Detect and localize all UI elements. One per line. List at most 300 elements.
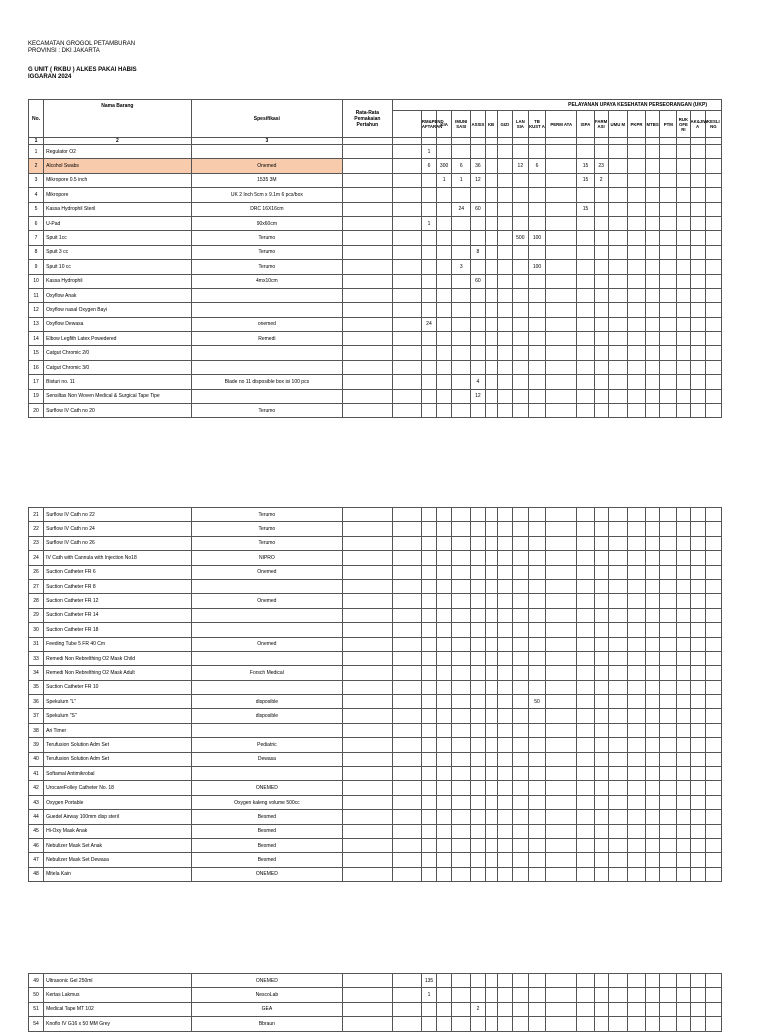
header-col-umu-m: UMU M [608, 111, 627, 138]
value-blank [646, 522, 660, 536]
value-blank [512, 389, 528, 403]
value-blank [660, 536, 677, 550]
value-blank [421, 738, 436, 752]
value-blank [421, 522, 436, 536]
value-blank [594, 579, 608, 593]
value-blank [437, 623, 452, 637]
item-name: Spekulum "S" [44, 709, 191, 723]
item-spec: Terumo [191, 536, 343, 550]
value-blank [471, 317, 485, 331]
value-blank [660, 795, 677, 809]
header-index-blank [421, 138, 436, 145]
item-rata-rata [343, 188, 392, 202]
value-blank [677, 810, 690, 824]
value-blank [497, 159, 512, 173]
value-blank [690, 551, 705, 565]
value-blank [437, 260, 452, 274]
item-spec [191, 767, 343, 781]
item-spec: NIPRO [191, 551, 343, 565]
value-blank [690, 623, 705, 637]
header-col-ispa: ISPA [577, 111, 594, 138]
value-blank [512, 608, 528, 622]
value-blank [528, 508, 545, 522]
value-blank [512, 173, 528, 187]
value-blank [392, 508, 421, 522]
value-blank [485, 303, 497, 317]
value-blank [677, 173, 690, 187]
value-blank [437, 317, 452, 331]
value-blank [392, 522, 421, 536]
value-blank [437, 1002, 452, 1016]
table-row [29, 680, 722, 694]
value-blank [677, 623, 690, 637]
table-page-2 [28, 507, 722, 882]
value-blank [577, 508, 594, 522]
value-blank [485, 404, 497, 418]
value-blank [646, 260, 660, 274]
table-row [29, 824, 722, 838]
value-blank [608, 838, 627, 852]
value-blank [627, 974, 645, 988]
value-blank [646, 810, 660, 824]
value-blank [392, 216, 421, 230]
value-blank [646, 752, 660, 766]
value-blank [471, 536, 485, 550]
value-blank [512, 536, 528, 550]
item-name: Bisturi no. 11 [44, 375, 191, 389]
value-blank [577, 145, 594, 159]
table-row [29, 594, 722, 608]
value-blank [646, 1017, 660, 1031]
value-blank [690, 274, 705, 288]
value-blank [437, 375, 452, 389]
row-number: 50 [29, 988, 44, 1002]
header-col-rm-pend-aftaran: RM&PEND AFTARAN [421, 111, 436, 138]
item-rata-rata [343, 389, 392, 403]
value-blank [660, 988, 677, 1002]
item-rata-rata [343, 274, 392, 288]
value-blank [627, 260, 645, 274]
value-blank [594, 1002, 608, 1016]
value-blank [627, 824, 645, 838]
value-blank [512, 274, 528, 288]
value-blank [471, 723, 485, 737]
value-blank [608, 145, 627, 159]
row-number: 39 [29, 738, 44, 752]
item-name: Suction Catheter FR 12 [44, 594, 191, 608]
header-index-3: 3 [191, 138, 343, 145]
value-blank [677, 1002, 690, 1016]
value-blank [512, 375, 528, 389]
item-rata-rata [343, 288, 392, 302]
item-spec [191, 579, 343, 593]
value-blank [608, 536, 627, 550]
value-blank [577, 680, 594, 694]
row-number: 24 [29, 551, 44, 565]
item-rata-rata [343, 767, 393, 781]
value-blank [452, 723, 471, 737]
header-index-blank [497, 138, 512, 145]
value-blank [452, 579, 471, 593]
value-blank [608, 375, 627, 389]
item-name: Remedi Non Rebrelthing O2 Mask Adult [44, 666, 191, 680]
item-spec: Onemed [191, 159, 343, 173]
value-col-1: 1 [421, 216, 436, 230]
value-blank [421, 651, 436, 665]
value-blank [437, 389, 452, 403]
value-blank [512, 838, 528, 852]
item-name: Softamal Antimikrobal [44, 767, 191, 781]
value-blank [528, 623, 545, 637]
value-blank [608, 651, 627, 665]
value-blank [627, 1017, 645, 1031]
value-blank [421, 303, 436, 317]
value-blank [485, 188, 497, 202]
value-blank [705, 666, 721, 680]
value-blank [512, 551, 528, 565]
value-blank [577, 522, 594, 536]
value-blank [421, 867, 436, 881]
value-blank [528, 245, 545, 259]
value-blank [627, 522, 645, 536]
value-blank [705, 867, 721, 881]
item-name: Terufusion Solution Adm Set [44, 752, 191, 766]
value-blank [497, 231, 512, 245]
value-blank [546, 360, 577, 374]
value-blank [485, 216, 497, 230]
table-row [29, 173, 722, 187]
item-spec: 1535 3M [191, 173, 343, 187]
item-rata-rata [343, 695, 393, 709]
value-blank [452, 608, 471, 622]
value-blank [512, 723, 528, 737]
value-blank [497, 738, 512, 752]
value-blank [660, 752, 677, 766]
value-blank [437, 781, 452, 795]
value-blank [627, 579, 645, 593]
value-blank [646, 651, 660, 665]
value-col-3: 24 [452, 202, 471, 216]
item-name: Oxygen Portable [44, 795, 191, 809]
value-col-3: 1 [452, 173, 471, 187]
value-blank [646, 173, 660, 187]
value-blank [705, 651, 721, 665]
value-blank [594, 188, 608, 202]
value-blank [528, 173, 545, 187]
value-blank [437, 695, 452, 709]
value-blank [705, 274, 721, 288]
value-blank [485, 274, 497, 288]
item-name: U-Pad [44, 216, 191, 230]
value-blank [437, 666, 452, 680]
row-number: 7 [29, 231, 44, 245]
value-blank [421, 1017, 436, 1031]
value-blank [646, 274, 660, 288]
value-blank [512, 767, 528, 781]
value-col-3: 3 [452, 260, 471, 274]
value-blank [705, 1017, 721, 1031]
value-blank [452, 594, 471, 608]
value-blank [528, 637, 545, 651]
table-row [29, 159, 722, 173]
value-blank [660, 260, 677, 274]
value-blank [646, 375, 660, 389]
item-name: Suction Catheter FR 6 [44, 565, 191, 579]
value-blank [452, 709, 471, 723]
value-blank [608, 623, 627, 637]
value-blank [627, 723, 645, 737]
item-rata-rata [343, 623, 393, 637]
value-blank [594, 346, 608, 360]
value-blank [660, 723, 677, 737]
value-blank [677, 522, 690, 536]
table-row [29, 260, 722, 274]
value-blank [608, 173, 627, 187]
value-blank [660, 216, 677, 230]
value-blank [677, 838, 690, 852]
table-row [29, 288, 722, 302]
value-blank [497, 565, 512, 579]
value-blank [660, 346, 677, 360]
value-blank [705, 838, 721, 852]
row-number: 5 [29, 202, 44, 216]
value-blank [577, 810, 594, 824]
value-blank [677, 404, 690, 418]
item-spec: Terumo [191, 508, 343, 522]
item-rata-rata [343, 332, 392, 346]
value-blank [646, 346, 660, 360]
value-blank [690, 288, 705, 302]
value-blank [677, 579, 690, 593]
value-blank [471, 145, 485, 159]
value-blank [646, 303, 660, 317]
value-blank [608, 522, 627, 536]
value-blank [660, 145, 677, 159]
value-blank [627, 303, 645, 317]
value-blank [392, 651, 421, 665]
value-blank [452, 522, 471, 536]
value-blank [660, 159, 677, 173]
value-blank [452, 145, 471, 159]
value-col-7: 500 [512, 231, 528, 245]
item-name: Regulator O2 [44, 145, 191, 159]
value-blank [546, 594, 577, 608]
value-blank [608, 346, 627, 360]
value-blank [528, 579, 545, 593]
value-blank [485, 723, 497, 737]
item-spec: Remedi [191, 332, 343, 346]
value-blank [528, 1017, 545, 1031]
value-blank [528, 810, 545, 824]
header-col-ak-jiw-a: AK&JIW A [690, 111, 705, 138]
item-spec: Dewasa [191, 752, 343, 766]
value-blank [421, 551, 436, 565]
value-blank [646, 709, 660, 723]
value-blank [594, 608, 608, 622]
value-blank [646, 317, 660, 331]
value-blank [646, 795, 660, 809]
value-blank [705, 508, 721, 522]
row-number: 8 [29, 245, 44, 259]
row-number: 17 [29, 375, 44, 389]
item-name: Ultrasonic Gel 250ml [44, 974, 191, 988]
value-blank [690, 260, 705, 274]
item-name: Mikropore [44, 188, 191, 202]
value-blank [646, 594, 660, 608]
table-row [29, 389, 722, 403]
value-blank [608, 695, 627, 709]
value-blank [512, 303, 528, 317]
value-blank [421, 288, 436, 302]
value-blank [546, 867, 577, 881]
value-blank [485, 709, 497, 723]
value-blank [437, 508, 452, 522]
value-blank [471, 332, 485, 346]
table-row [29, 867, 722, 881]
value-blank [577, 551, 594, 565]
value-blank [660, 608, 677, 622]
value-blank [577, 752, 594, 766]
header-col-mtbs: MTBS [646, 111, 660, 138]
item-spec: onemed [191, 317, 343, 331]
value-blank [485, 346, 497, 360]
value-blank [452, 216, 471, 230]
value-blank [546, 303, 577, 317]
table-row [29, 709, 722, 723]
row-number: 51 [29, 1002, 44, 1016]
value-blank [608, 594, 627, 608]
row-number: 28 [29, 594, 44, 608]
value-blank [392, 853, 421, 867]
value-blank [512, 332, 528, 346]
value-blank [497, 375, 512, 389]
value-blank [660, 375, 677, 389]
item-name: Spuit 3 cc [44, 245, 191, 259]
value-blank [546, 810, 577, 824]
item-rata-rata [343, 508, 393, 522]
value-blank [577, 781, 594, 795]
value-blank [485, 579, 497, 593]
value-blank [577, 867, 594, 881]
value-blank [421, 565, 436, 579]
item-rata-rata [343, 838, 393, 852]
value-blank [512, 317, 528, 331]
value-blank [705, 810, 721, 824]
value-blank [497, 202, 512, 216]
value-blank [546, 245, 577, 259]
value-blank [627, 536, 645, 550]
table-row [29, 767, 722, 781]
row-number: 37 [29, 709, 44, 723]
value-blank [471, 565, 485, 579]
table-row [29, 781, 722, 795]
value-blank [594, 332, 608, 346]
value-blank [421, 579, 436, 593]
value-blank [690, 317, 705, 331]
value-blank [705, 738, 721, 752]
value-blank [608, 231, 627, 245]
row-number: 11 [29, 288, 44, 302]
value-blank [608, 666, 627, 680]
table-row [29, 375, 722, 389]
item-rata-rata [343, 202, 392, 216]
value-blank [705, 404, 721, 418]
value-blank [577, 974, 594, 988]
value-blank [660, 867, 677, 881]
value-blank [528, 738, 545, 752]
value-blank [577, 317, 594, 331]
value-blank [705, 551, 721, 565]
value-blank [528, 867, 545, 881]
value-blank [421, 752, 436, 766]
value-blank [452, 824, 471, 838]
value-blank [594, 723, 608, 737]
value-blank [594, 810, 608, 824]
value-blank [485, 781, 497, 795]
value-blank [471, 824, 485, 838]
table-row [29, 637, 722, 651]
value-blank [608, 360, 627, 374]
value-blank [546, 695, 577, 709]
row-number: 10 [29, 274, 44, 288]
value-blank [690, 245, 705, 259]
value-blank [677, 781, 690, 795]
value-blank [705, 623, 721, 637]
value-blank [594, 824, 608, 838]
item-spec: ONEMED [191, 867, 343, 881]
value-blank [646, 637, 660, 651]
item-spec: Besmed [191, 824, 343, 838]
item-name: Spuit 1cc [44, 231, 191, 245]
value-blank [546, 216, 577, 230]
value-blank [690, 303, 705, 317]
header-index-blank [627, 138, 645, 145]
value-blank [437, 810, 452, 824]
value-blank [546, 738, 577, 752]
value-blank [690, 767, 705, 781]
value-blank [512, 145, 528, 159]
value-blank [485, 637, 497, 651]
value-blank [627, 159, 645, 173]
item-name: Surflow IV Cath no 22 [44, 508, 191, 522]
value-blank [392, 274, 421, 288]
table-row [29, 579, 722, 593]
value-col-11: 23 [594, 159, 608, 173]
row-number: 19 [29, 389, 44, 403]
value-blank [627, 767, 645, 781]
value-blank [677, 551, 690, 565]
value-blank [471, 838, 485, 852]
value-blank [690, 404, 705, 418]
table-row [29, 623, 722, 637]
value-blank [497, 709, 512, 723]
value-blank [577, 389, 594, 403]
table-row [29, 974, 722, 988]
value-blank [421, 1002, 436, 1016]
value-blank [546, 508, 577, 522]
value-blank [677, 795, 690, 809]
item-name: Surflow IV Cath no 26 [44, 536, 191, 550]
value-blank [512, 594, 528, 608]
value-blank [485, 594, 497, 608]
value-blank [677, 288, 690, 302]
value-blank [497, 536, 512, 550]
value-blank [528, 795, 545, 809]
value-blank [546, 536, 577, 550]
value-blank [546, 752, 577, 766]
value-blank [646, 695, 660, 709]
row-number: 54 [29, 1017, 44, 1031]
